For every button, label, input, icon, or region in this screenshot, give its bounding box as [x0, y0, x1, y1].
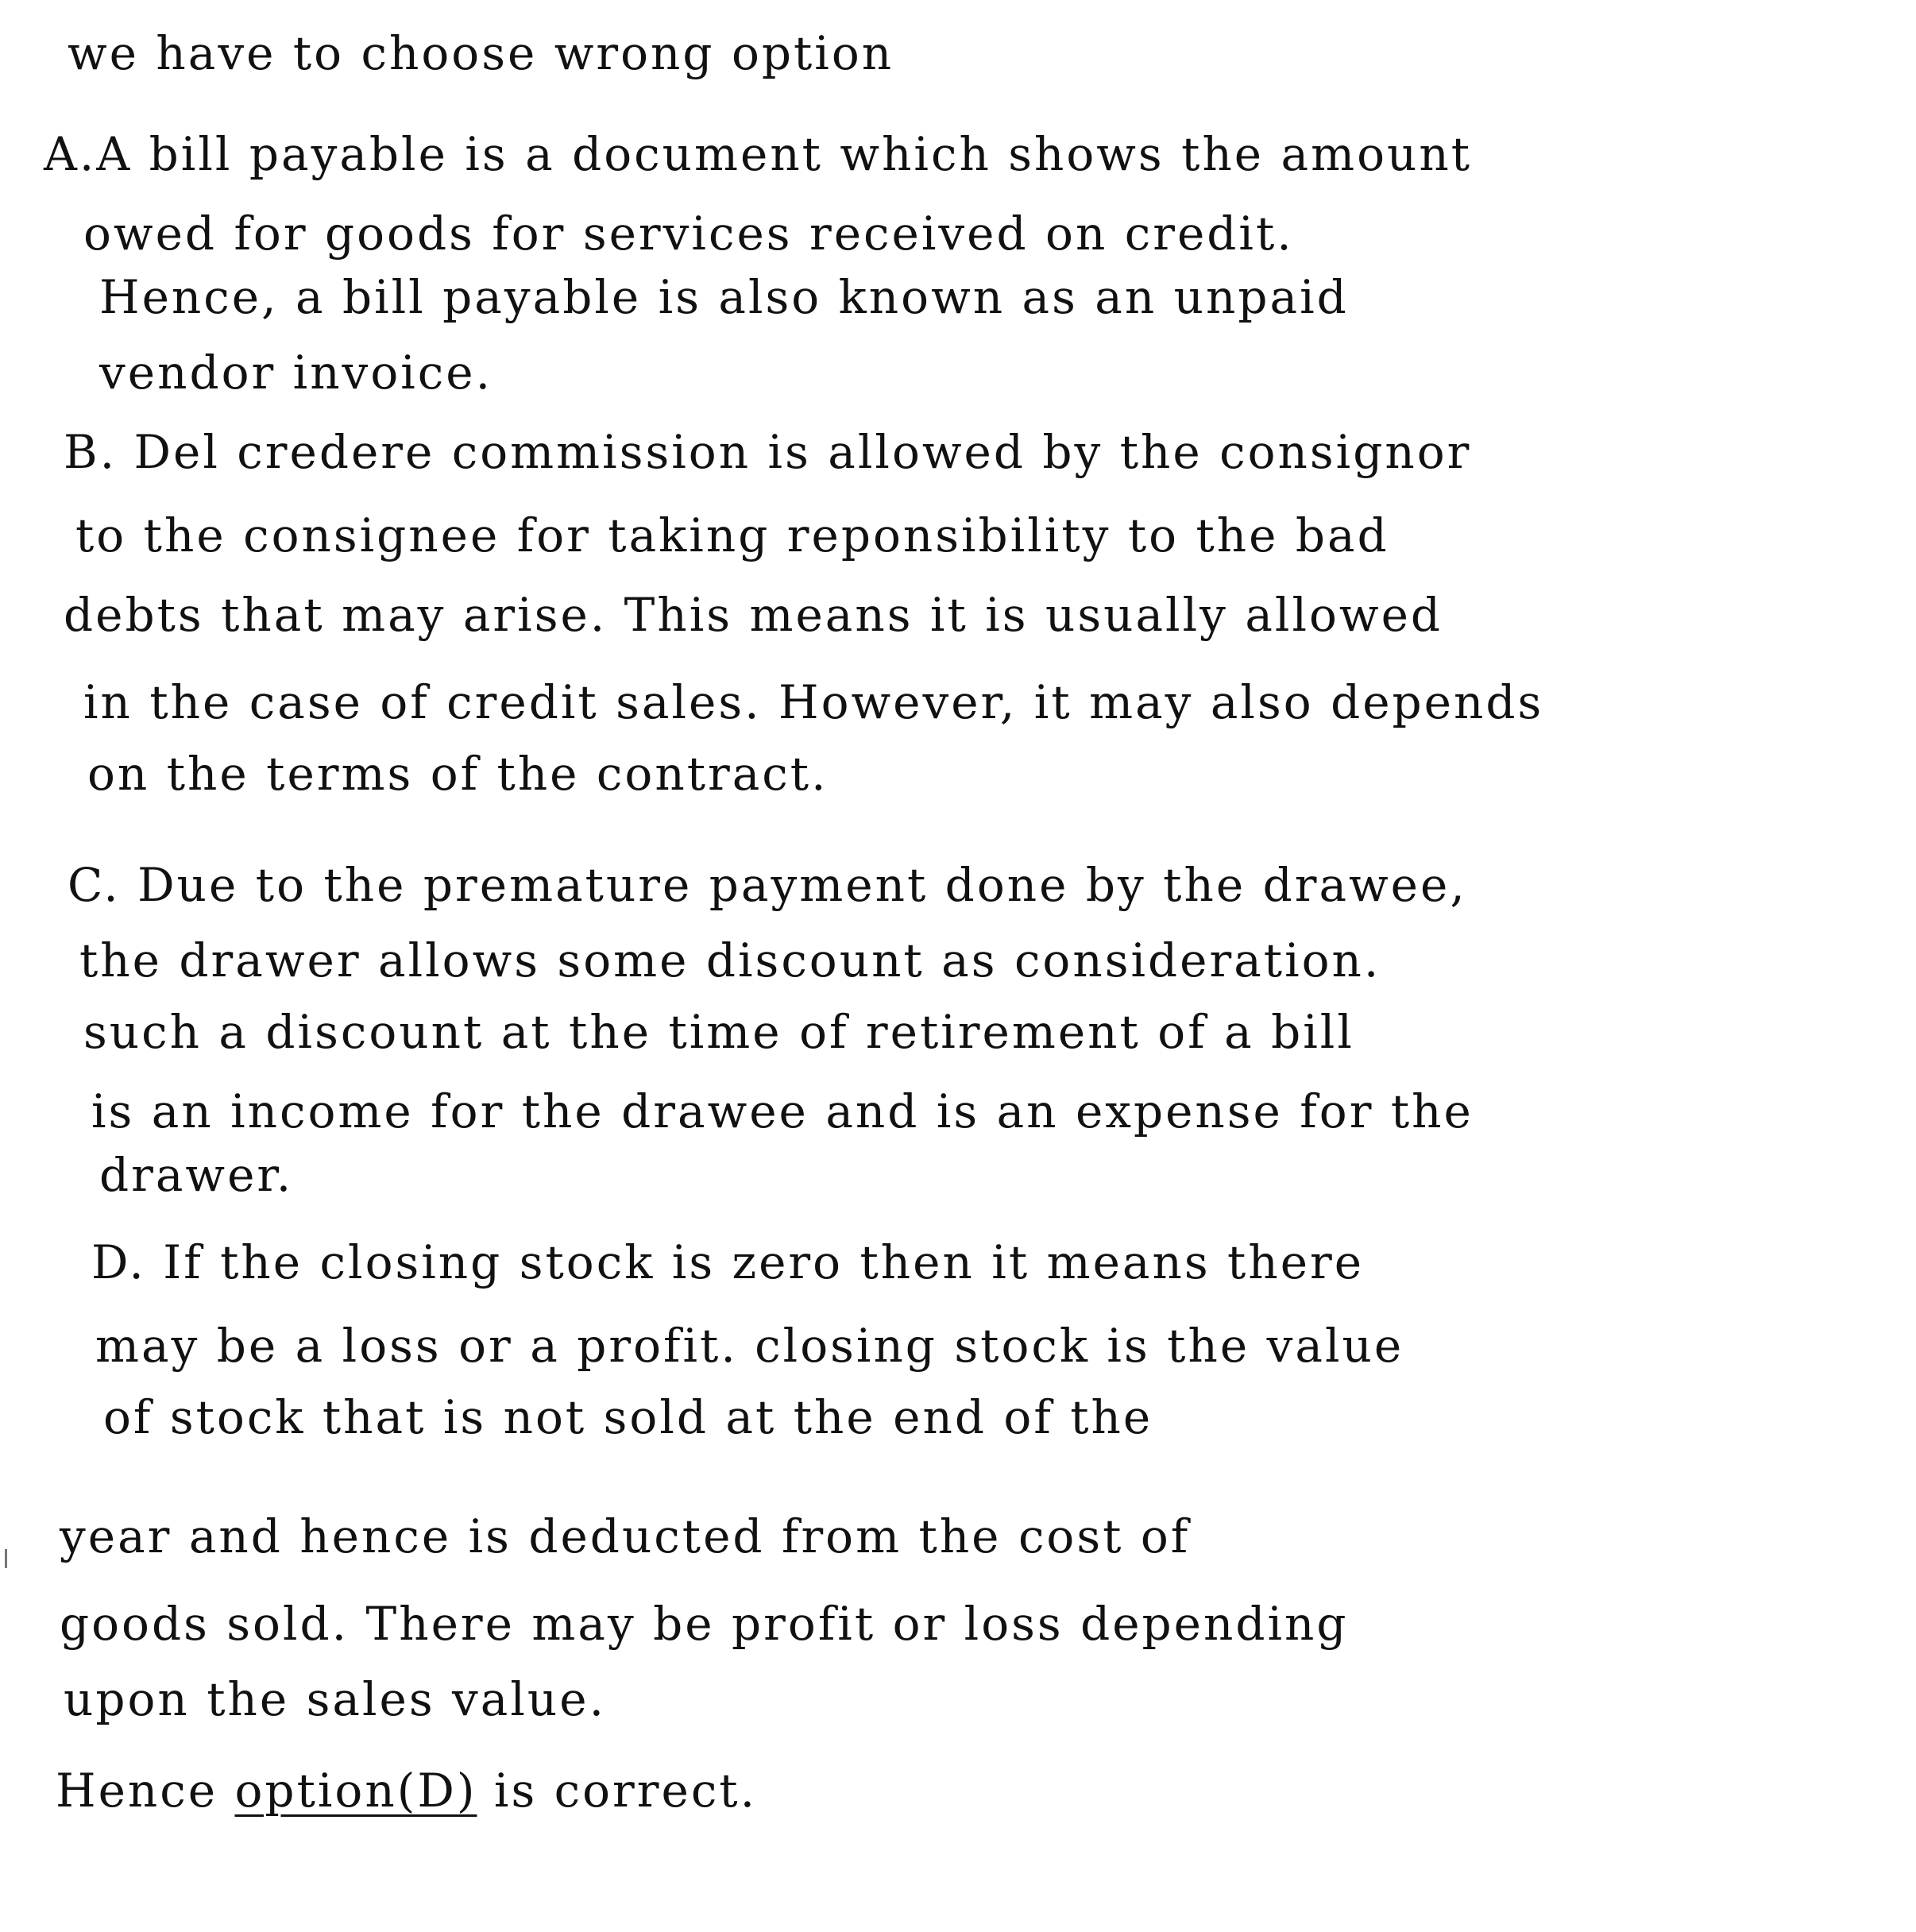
- section-d-line-1: D. If the closing stock is zero then it means there: [91, 1235, 1365, 1289]
- margin-pen-mark: [5, 1549, 7, 1568]
- conclusion-line: [56, 1764, 758, 1818]
- section-b-line-2: to the consignee for taking reponsibility to the bad: [75, 508, 1389, 562]
- section-a-line-1: A.A bill payable is a document which shows the amount: [44, 127, 1473, 181]
- section-a-line-4: vendor invoice.: [99, 346, 493, 400]
- section-d-line-6: upon the sales value.: [64, 1672, 607, 1726]
- section-c-line-5: drawer.: [99, 1148, 294, 1202]
- section-d-line-2: may be a loss or a profit. closing stock is the value: [95, 1319, 1404, 1373]
- section-d-line-3: of stock that is not sold at the end of the: [103, 1390, 1153, 1444]
- correct-option: option(D): [234, 1764, 477, 1818]
- section-c-line-3: such a discount at the time of retirement of a bill: [83, 1005, 1354, 1059]
- section-b-line-5: on the terms of the contract.: [87, 747, 829, 801]
- conclusion-prefix: Hence: [56, 1764, 235, 1818]
- section-c-line-4: is an income for the drawee and is an expense for the: [91, 1084, 1474, 1138]
- section-a-line-2: owed for goods for services received on credit.: [83, 207, 1294, 261]
- section-b-line-3: debts that may arise. This means it is usually allowed: [64, 588, 1443, 642]
- section-d-line-5: goods sold. There may be profit or loss depending: [60, 1597, 1349, 1651]
- section-c-line-2: the drawer allows some discount as consideration.: [79, 933, 1381, 987]
- section-b-line-1: B. Del credere commission is allowed by the consignor: [64, 425, 1472, 479]
- conclusion-suffix: is correct.: [477, 1764, 758, 1818]
- section-c-line-1: C. Due to the premature payment done by the drawee,: [68, 858, 1467, 912]
- section-b-line-4: in the case of credit sales. However, it may also depends: [83, 675, 1544, 729]
- section-a-line-3: Hence, a bill payable is also known as an unpaid: [99, 270, 1349, 324]
- heading-line: we have to choose wrong option: [68, 26, 894, 80]
- section-d-line-4: year and hence is deducted from the cost of: [60, 1509, 1191, 1563]
